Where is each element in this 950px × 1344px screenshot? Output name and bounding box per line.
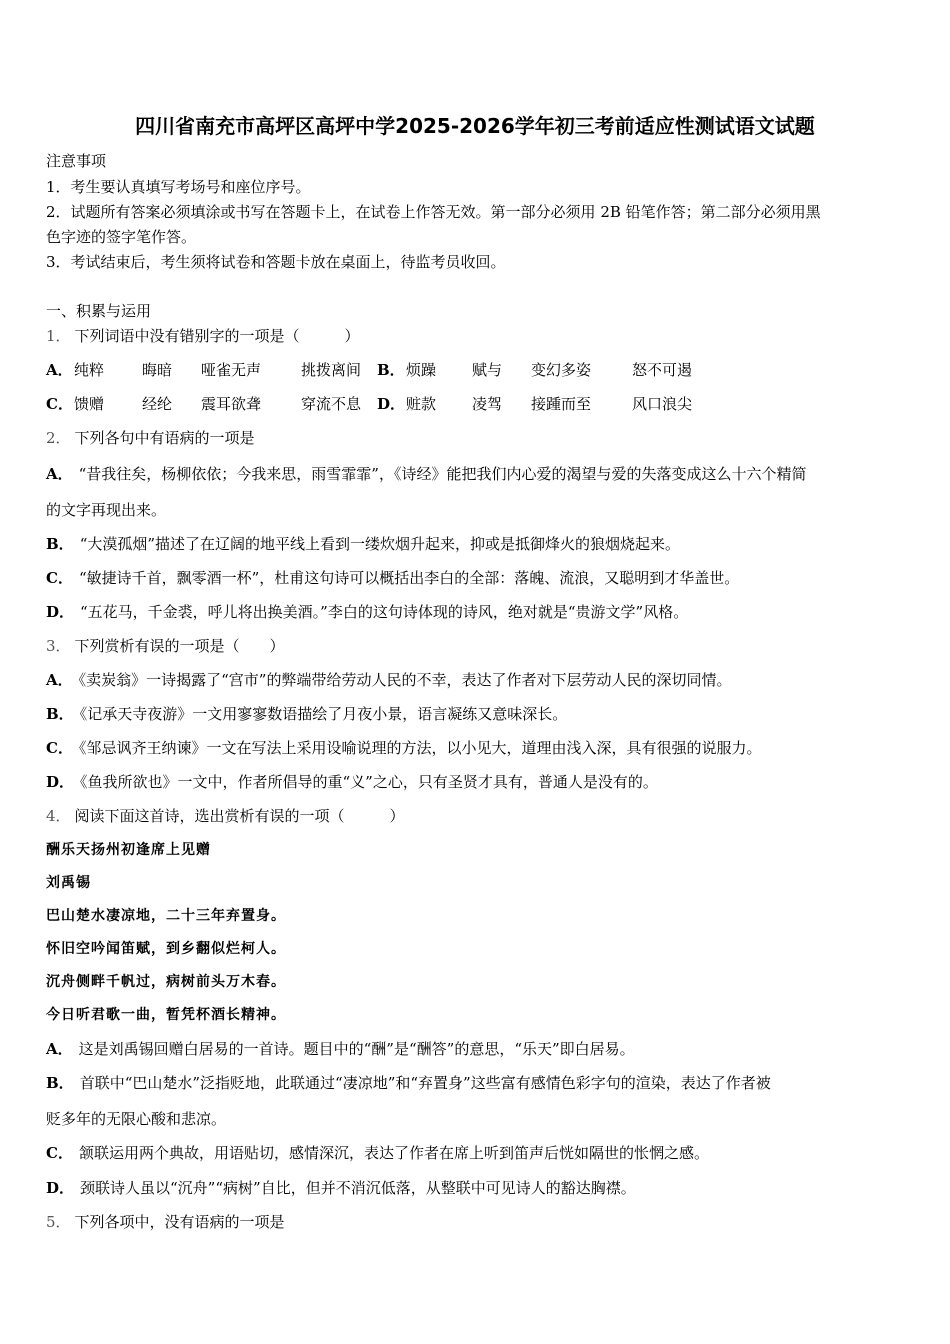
option-label: B． [46,1074,74,1092]
option-text: “大漠孤烟”描述了在辽阔的地平线上看到一缕炊烟升起来，抑或是抵御烽火的狼烟烧起来。 [79,535,681,553]
poem-line-2: 怀旧空吟闻笛赋，到乡翻似烂柯人。 [46,941,286,957]
option-label: D． [46,773,75,791]
option-word: 挑拨离间 [301,361,362,379]
notice-item-3: 3．考试结束后，考生须将试卷和答题卡放在桌面上，待监考员收回。 [46,253,506,271]
option-word: 经纶 [142,395,173,413]
q2-option-b [46,534,680,554]
option-label: A． [46,465,73,483]
question-stem: 下列各项中，没有语病的一项是 [74,1213,285,1231]
poem-line-1: 巴山楚水凄凉地，二十三年弃置身。 [46,908,286,924]
q2-option-a-cont: 的文字再现出来。 [46,501,167,519]
option-word: 哑雀无声 [201,361,262,379]
option-word: 纯粹 [74,361,105,379]
q3-option-c [46,738,761,758]
option-text: 《卖炭翁》一诗揭露了“宫市”的弊端带给劳动人民的不幸，表达了作者对下层劳动人民的深切同情。 [78,671,732,689]
option-text: “昔我往矣，杨柳依依；今我来思，雨雪霏霏”，《诗经》能把我们内心爱的渴望与爱的失落变成这么十六个精简 [78,465,807,483]
question-stem: 下列各句中有语病的一项是 [74,429,255,447]
option-label: D． [46,1179,75,1197]
option-word: 赃款 [406,395,437,413]
question-stem: 下列词语中没有错别字的一项是（ ） [74,327,360,345]
q3-option-b [46,704,567,724]
question-stem: 下列赏析有误的一项是（ ） [74,637,285,655]
option-text: “五花马，千金裘，呼儿将出换美酒。”李白的这句诗体现的诗风，绝对就是“贵游文学”风格。 [80,603,689,621]
poem-line-3: 沉舟侧畔千帆过，病树前头万木春。 [46,974,286,990]
notice-item-1: 1．考生要认真填写考场号和座位序号。 [46,178,311,196]
option-label: B． [46,535,74,553]
option-label: B． [46,705,74,723]
option-label: A． [46,671,73,689]
section-heading: 一、积累与运用 [46,302,152,320]
notice-item-2-cont: 色字迹的签字笔作答。 [46,228,197,246]
q4-option-a [46,1039,635,1059]
q3-option-d [46,772,658,792]
question-number: 5． [46,1213,71,1231]
poem-line-4: 今日听君歌一曲，暂凭杯酒长精神。 [46,1007,286,1023]
option-label: C． [46,395,73,413]
option-label: D． [46,603,75,621]
option-word: 风口浪尖 [632,395,693,413]
option-word: 变幻多姿 [531,361,592,379]
option-label: D． [377,395,406,413]
q3-option-a [46,670,731,690]
notice-heading: 注意事项 [46,152,107,170]
question-3 [46,636,285,656]
question-number: 4． [46,807,71,825]
option-label: A． [46,361,73,379]
q1-options-row-1 [46,360,906,380]
option-label: C． [46,739,73,757]
page-title: 四川省南充市高坪区高坪中学2025-2026学年初三考前适应性测试语文试题 [135,114,815,138]
q4-option-b [46,1073,771,1093]
question-number: 1． [46,327,71,345]
option-word: 凌驾 [472,395,503,413]
question-1 [46,326,360,346]
option-text: 《邹忌讽齐王纳谏》一文在写法上采用设喻说理的方法，以小见大，道理由浅入深，具有很强的说服力。 [78,739,762,757]
question-stem: 阅读下面这首诗，选出赏析有误的一项（ ） [74,807,405,825]
poem-title: 酬乐天扬州初逢席上见赠 [46,842,211,858]
option-word: 赋与 [472,361,503,379]
option-word: 穿流不息 [301,395,362,413]
option-text: “敏捷诗千首，飘零酒一杯”，杜甫这句诗可以概括出李白的全部：落魄、流浪，又聪明到才华盖世。 [78,569,740,587]
q2-option-a [46,464,806,484]
option-text: 颔联运用两个典故，用语贴切，感情深沉，表达了作者在席上听到笛声后恍如隔世的怅惘之感。 [78,1144,709,1162]
option-text: 颈联诗人虽以“沉舟”“病树”自比，但并不消沉低落，从整联中可见诗人的豁达胸襟。 [80,1179,636,1197]
question-2 [46,428,255,448]
q4-option-c [46,1143,709,1163]
q2-option-c [46,568,739,588]
option-word: 晦暗 [142,361,173,379]
q1-options-row-2 [46,394,906,414]
option-word: 震耳欲聋 [201,395,262,413]
option-label: B． [377,361,405,379]
question-number: 3． [46,637,71,655]
option-word: 怒不可遏 [632,361,693,379]
poem-author: 刘禹锡 [46,875,91,891]
q2-option-d [46,602,688,622]
question-4 [46,806,405,826]
q4-option-b-cont: 贬多年的无限心酸和悲凉。 [46,1110,227,1128]
option-text: 《鱼我所欲也》一文中，作者所倡导的重“义”之心，只有圣贤才具有，普通人是没有的。 [80,773,658,791]
q4-option-d [46,1178,636,1198]
option-word: 烦躁 [406,361,437,379]
question-5 [46,1212,285,1232]
option-label: C． [46,569,73,587]
option-word: 馈赠 [74,395,105,413]
option-text: 《记承天寺夜游》一文用寥寥数语描绘了月夜小景，语言凝练又意味深长。 [79,705,568,723]
option-word: 接踵而至 [531,395,592,413]
question-number: 2． [46,429,71,447]
option-label: A． [46,1040,73,1058]
option-text: 首联中“巴山楚水”泛指贬地，此联通过“凄凉地”和“弃置身”这些富有感情色彩字句的渲染，表达了作者被 [79,1074,771,1092]
notice-item-2: 2．试题所有答案必须填涂或书写在答题卡上，在试卷上作答无效。第一部分必须用 2B 铅笔作答；第二部分必须用黑 [46,203,821,221]
option-label: C． [46,1144,73,1162]
option-text: 这是刘禹锡回赠白居易的一首诗。题目中的“酬”是“酬答”的意思，“乐天”即白居易。 [78,1040,635,1058]
